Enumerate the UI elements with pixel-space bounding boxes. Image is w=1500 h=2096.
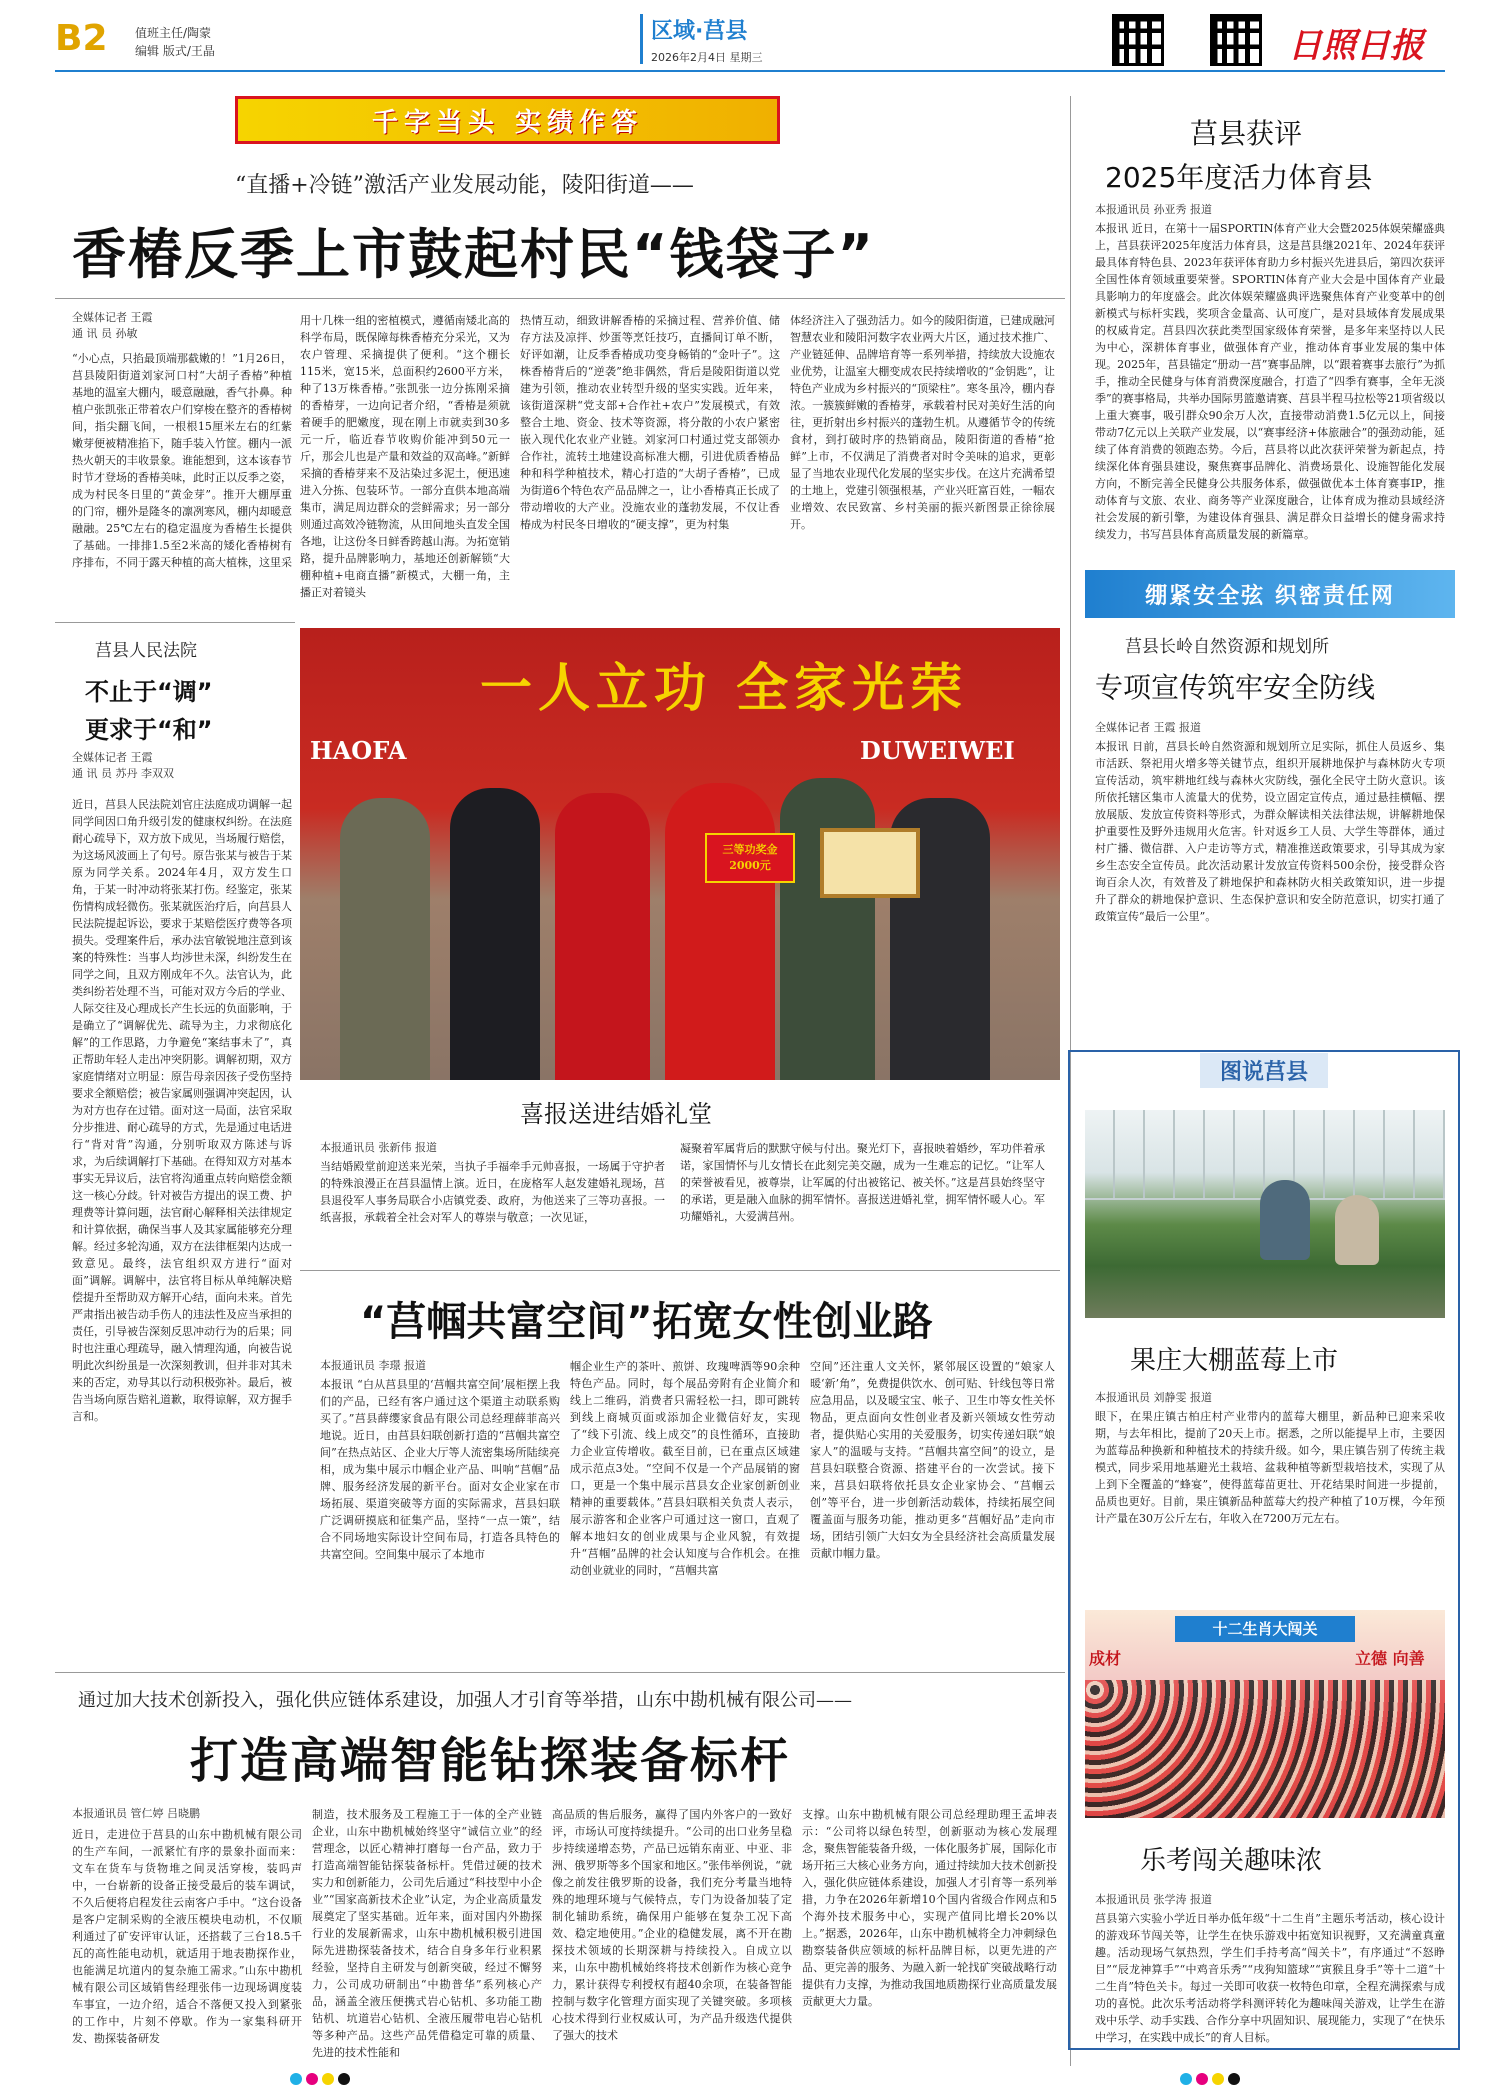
- color-dot: [1212, 2073, 1224, 2085]
- divider: [300, 1270, 1060, 1271]
- court-title: 更求于“和”: [85, 716, 213, 744]
- top-banner-text: 千字当头 实绩作答: [371, 107, 644, 138]
- wedding-body-col2: 凝聚着军属背后的默默守候与付出。聚光灯下，喜报映着婚纱，军功伴着承诺，家国情怀与儿女情长在此刻完美交融，成为一生难忘的记忆。“让军人的荣誉被看见，被尊崇，让军属的付出被铭记、被关怀。”这是莒县始终坚守的承诺，更是融入血脉的拥军情怀。喜报送进婚礼堂，拥军情怀暖人心。军功耀婚礼，大爱满莒州。: [680, 1142, 1045, 1223]
- divider: [55, 298, 1065, 299]
- sports-byline: 本报通讯员 孙亚秀 报道: [1095, 203, 1212, 216]
- women-body-col1: 本报讯 “白从莒县里的‘莒帼共富空间’展柜摆上我们的产品，已经有客户通过这个渠道主动联系购买了。”莒县薛缨家食品有限公司总经理薛菲高兴地说。近日，由莒县妇联创新打造的“莒帼共富空间”在热点站区、企业大厅等人流密集场所陆续亮相，成为集中展示巾帼企业产品、叫响“莒帼”品牌、服务经济发展的新平台。面对女企业家在市场拓展、渠道突破等方面的实际需求，莒县妇联广泛调研摸底和征集产品，坚持“一点一策”，结合不同场地实际设计空间布局，打造各具特色的共富空间。空间集中展示了本地市: [320, 1378, 560, 1561]
- drill-body-col4: 支撑。山东中勘机械有限公司总经理助理王孟坤表示：“公司将以绿色转型，创新驱动为核心发展理念，聚焦智能装备升级，一体化服务扩展，国际化市场开拓三大核心业务方向，通过持续加大技术创新投入，强化供应链体系建设，加强人才引育等一系列举措，力争在2026年新增10个国内省级合作网点和5个海外技术服务中心，实现产值同比增长20%以上。”据悉，2026年，山东中勘机械将全力冲刺绿色勘察装备供应领域的标杆品牌目标，以更先进的产品、更完善的服务、为融入新一轮找矿突破战略行动提供有力支撑，为推动我国地质勘探行业高质量发展贡献更大力量。: [802, 1808, 1057, 2008]
- women-headline: “莒帼共富空间”拓宽女性创业路: [360, 1299, 933, 1345]
- farmer-figure: [1260, 1180, 1310, 1260]
- main-body-col2: 用十几株一组的密植模式，遵循南矮北高的科学布局，既保障每株香椿充分采光，又为农户管理、采摘提供了便利。“这个棚长115米，宽15米，总面积约2600平方米，种了13万株香椿。”张凯张一边分拣刚采摘的香椿芽，一边向记者介绍，“香椿是须就着硬手的肥嫩度，现在刚上市就卖到30多元一斤，临近春节收购价能冲到50元一斤，那会儿也是产量和效益的双高峰。”新鲜采摘的香椿芽来不及沾染过多泥土，便迅速进入分拣、包装环节。一部分直供本地高端集市，满足周边群众的尝鲜需求；另一部分则通过高效冷链物流，从田间地头直发全国各地，让这份冬日鲜香跨越山海。为拓宽销路，提升品牌影响力，基地还创新解锁“大棚种植+电商直播”新模式，大棚一角，主播正对着镜头: [300, 314, 510, 599]
- exam-byline: 本报通讯员 张学涛 报道: [1095, 1893, 1212, 1906]
- photo-left-name: HAOFA: [310, 736, 407, 765]
- color-dot: [290, 2073, 302, 2085]
- sports-title: 2025年度活力体育县: [1105, 161, 1373, 194]
- stage-slogan-right: 立德 向善: [1355, 1649, 1425, 1668]
- blueberry-byline: 本报通讯员 刘静雯 报道: [1095, 1391, 1212, 1404]
- photo-right-name: DUWEIWEI: [860, 736, 1015, 765]
- main-body-col3: 热情互动，细致讲解香椿的采摘过程、营养价值、储存方法及凉拌、炒蛋等烹饪技巧，直播间订单不断，好评如潮，让反季香椿成功变身畅销的“金叶子”。这株香椿背后的“逆袭”绝非偶然，背后是陵阳街道以党建为引领，推动农业转型升级的坚实实践。近年来，该街道深耕“党支部+合作社+农户”发展模式，有效整合土地、资金、技术等资源，将分散的小农户紧密嵌入现代化农业产业链。刘家河口村通过党支部领办合作社，流转土地建设高标准大棚，引进优质香椿品种和科学种植技术，精心打造的“大胡子香椿”，已成为街道6个特色农产品品牌之一，让小香椿真正长成了带动增收的大产业。没施农业的蓬勃发展，不仅让香椿成为村民冬日增收的“硬支撑”，更为村集: [520, 314, 780, 531]
- wedding-byline: 本报通讯员 张新伟 报道: [320, 1141, 437, 1154]
- editor-line: 编辑 版式/王晶: [135, 44, 215, 58]
- person-figure: [340, 798, 430, 1080]
- photo-feature-title: 图说莒县: [1200, 1053, 1328, 1088]
- groom-figure: [780, 778, 875, 1080]
- resources-kicker: 莒县长岭自然资源和规划所: [1125, 637, 1329, 657]
- bonus-plaque: 三等功奖金 2000元: [705, 833, 795, 883]
- masthead-rule: [55, 70, 1445, 72]
- blueberry-greenhouse-photo: [1085, 1110, 1445, 1318]
- exam-body: 莒县第六实验小学近日举办低年级“十二生肖”主题乐考活动，核心设计的游戏环节闯关等，让学生在快乐游戏中拓宽知识视野，又充满童真童趣。活动现场气氛热烈，学生们手持考高“闯关卡”，有序通过“不怒睁目”“辰龙神算手”“中鸡音乐秀”“戌狗知篮球”“寅猴且身手”等十二道“十二生肖”特色关卡。每过一关即可收获一枚特色印章，全程充满探索与成功的喜悦。此次乐考活动将学科测评转化为趣味闯关游戏，让学生在游戏中乐学、动手实践、合作分享中巩固知识、展现能力，实现了“在快乐中学习，在实践中成长”的育人目标。: [1095, 1912, 1445, 2044]
- women-body-col2: 帼企业生产的茶叶、煎饼、玫瑰啤酒等90余种特色产品。同时，每个展品旁附有企业简介和线上二维码，消费者只需轻松一扫，即可跳转到线上商城页面或添加企业微信好友，实现了“线下引流、线上成交”的良性循环，直接助力企业宣传增收。截至目前，已在重点区域建成示范点3处。“空间不仅是一个产品展销的窗口，更是一个集中展示莒县女企业家创新创业精神的重要载体。”莒县妇联相关负责人表示，展示游客和企业客户可通过这一窗口，直观了解本地妇女的创业成果与企业风貌，有效提升“莒帼”品牌的社会认知度与合作机会。在推动创业就业的同时，“莒帼共富: [570, 1360, 800, 1577]
- photo-banner-text: 一人立功 全家光荣: [480, 659, 969, 719]
- color-dot: [1196, 2073, 1208, 2085]
- issue-date: 2026年2月4日 星期三: [651, 51, 763, 64]
- photo-feature-header: [1068, 1050, 1460, 1090]
- safety-banner: [1085, 570, 1455, 618]
- qr-code-icon: [1210, 14, 1262, 66]
- wedding-body-col1: 当结婚殿堂前迎送来光荣，当执子手福牵手元帅喜报，一场属于守护者的特殊浪漫正在莒县温情上演。近日，在庞格军人赵发建婚礼现场，莒县退役军人事务局联合小店镇党委、政府，为他送来了三等功喜报。一纸喜报，承载着全社会对军人的尊崇与敬意；一次见证，: [320, 1160, 665, 1224]
- qr-code-icon: [1112, 14, 1164, 66]
- reporter: 全媒体记者 王霞: [72, 751, 153, 764]
- main-body-col4: 体经济注入了强劲活力。如今的陵阳街道，已建成融河智慧农业和陵阳河数字农业两大片区，通过技术推广、产业链延伸、品牌培育等一系列举措，持续放大设施农业优势，让温室大棚变成农民持续增收的“金钥匙”，让特色产业成为乡村振兴的“顶梁柱”。寒冬虽冷，棚内春浓。一簇簇鲜嫩的香椿芽，承载着村民对美好生活的向往，更折射出乡村振兴的蓬勃生机。从遵循节令的传统食材，到打破时序的热销商品，陵阳街道的香椿“抢鲜”上市，不仅满足了消费者对时令美味的追求，更彰显了当地农业现代化发展的坚实步伐。在这片充满希望的土地上，党建引领强根基，产业兴旺富百姓，一幅农业增效、农民致富、乡村美丽的振兴新图景正徐徐展开。: [790, 314, 1055, 531]
- page-number: B2: [55, 18, 108, 59]
- farmer-figure: [1335, 1195, 1379, 1265]
- drill-kicker: 通过加大技术创新投入，强化供应链体系建设，加强人才引育等举措，山东中勘机械有限公司——: [78, 1690, 852, 1711]
- resources-body: 本报讯 日前，莒县长岭自然资源和规划所立足实际，抓住人员返乡、集市活跃、祭祀用火增多等关键节点，组织开展耕地保护与森林防火专项宣传活动，筑牢耕地红线与森林火灾防线，强化全民守土防火意识。该所依托辖区集市人流量大的优势，设立固定宣传点，通过悬挂横幅、摆放展版、发放宣传资料等形式，为群众解读相关法律法规，讲解耕地保护重要性及野外违规用火危害。针对返乡工人员、大学生等群体，通过村广播、微信群、入户走访等方式，精准推送政策要求，引导其成为家乡生态安全宣传员。此次活动累计发放宣传资料500余份，接受群众咨询百余人次，有效普及了耕地保护和森林防火相关政策知识，进一步提升了群众的耕地保护意识、生态保护意识和安全防范意识，切实打通了政策宣传“最后一公里”。: [1095, 740, 1445, 923]
- drill-body-col1: 近日，走进位于莒县的山东中勘机械有限公司的生产车间，一派紧忙有序的景象扑面而来：文车在货车与货物堆之间灵活穿梭，装吗声中，一台崭新的设备正接受最后的装车调试，不久后便将启程发往云南客户手中。“这台设备是客户定制采购的全液压模块电动机，不仅顺利通过了矿安评审认证，还搭载了三台18.5千瓦的高性能电动机，就适用于地表勘探作业，也能满足坑道内的复杂施工需求。”山东中勘机械有限公司区域销售经理张伟一边现场调度装车事宜，一边介绍，适合不落便又投入到紧张的工作中，片刻不停歇。作为一家集科研开发、勘探装备研发: [72, 1828, 302, 2045]
- court-title: 不止于“调”: [85, 678, 213, 706]
- resources-title: 专项宣传筑牢安全防线: [1095, 671, 1376, 704]
- color-dot: [1180, 2073, 1192, 2085]
- color-dot: [338, 2073, 350, 2085]
- color-dot: [306, 2073, 318, 2085]
- top-banner: [235, 96, 780, 144]
- section-title: 区域·莒县: [651, 19, 748, 44]
- main-headline: 香椿反季上市鼓起村民“钱袋子”: [72, 223, 875, 286]
- blueberry-body: 眼下，在果庄镇古柏庄村产业带内的蓝莓大棚里，新品种已迎来采收期，与去年相比，提前了20天上市。据悉，之所以能提早上市，主要因为蓝莓品种换新和种植技术的持续升级。如今，果庄镇告别了传统主栽模式，同步采用地基避光土栽培、盆栽种植等新型栽培技术，实现了从上到下全覆盖的“蜂宴”，使得蓝莓苗更壮、开花结果时间进一步提前，品质也更好。目前，果庄镇新品种蓝莓大约投产种植了10万棵，今年预计产量在30万公斤左右，年收入在7200万元左右。: [1095, 1410, 1445, 1525]
- stage-banner: 十二生肖大闯关: [1175, 1616, 1355, 1642]
- print-color-marks: [1180, 2070, 1244, 2089]
- reporter: 全媒体记者 王霞: [72, 311, 153, 324]
- section-box: [640, 14, 820, 64]
- correspondent: 通 讯 员 孙敏: [72, 327, 138, 340]
- drill-headline: 打造高端智能钻探装备标杆: [190, 1733, 791, 1789]
- correspondent: 通 讯 员 苏丹 李双双: [72, 767, 174, 780]
- court-kicker: 莒县人民法院: [95, 641, 197, 661]
- paper-logo: 日照日报: [1288, 26, 1424, 66]
- blueberry-title: 果庄大棚蓝莓上市: [1130, 1346, 1339, 1376]
- drill-byline: 本报通讯员 管仁婷 吕晓鹏: [72, 1807, 200, 1820]
- greenhouse-arch: [1085, 1110, 1445, 1200]
- main-kicker: “直播+冷链”激活产业发展动能，陵阳街道——: [235, 173, 694, 198]
- masthead: [0, 0, 1500, 80]
- school-exam-photo: [1085, 1610, 1445, 1818]
- stage-slogan-left: 成材: [1089, 1649, 1122, 1668]
- print-color-marks: [290, 2070, 354, 2089]
- wedding-photo: [300, 628, 1060, 1080]
- students-crowd: [1085, 1680, 1445, 1818]
- main-byline: [72, 310, 292, 342]
- color-dot: [1228, 2073, 1240, 2085]
- divider: [55, 1672, 1065, 1673]
- main-body-col1: “小心点，只掐最顶端那截嫩的！”1月26日，莒县陵阳街道刘家河口村“大胡子香椿”种植基地的温室大棚内，暖意融融，香气扑鼻。种植户张凯张正带着农户们穿梭在整齐的香椿树间，指尖翻飞间，一根根15厘米左右的红紫嫩芽便被精准掐下，随手装入竹筐。棚内一派热火朝天的丰收景象。谁能想到，这本该春节时节才登场的香椿美味，此时正以反季之姿，成为村民冬日里的“黄金芽”。推开大棚厚重的门帘，棚外是隆冬的凛冽寒风，棚内却暖意融融。25℃左右的稳定温度为香椿生长提供了基础。一排排1.5至2米高的矮化香椿树有序排布，不同于露天种植的高大植株，这里采: [72, 352, 292, 569]
- drill-body-col2: 制造，技术服务及工程施工于一体的全产业链企业，山东中勘机械始终坚守“诚信立业”的经营理念，以匠心精神打磨每一台产品，致力于打造高端智能钻探装备标杆。凭借过硬的技术实力和创新能力，公司先后通过“科技型中小企业”“国家高新技术企业”认定，为企业高质量发展奠定了坚实基础。近年来，面对国内外勘探行业的发展新需求，山东中勘机械积极引进国际先进勘探装备技术，结合自身多年行业积累经验，坚持自主研发与创新突破，经过不懈努力，公司成功研制出“中勘普华”系列核心产品，涵盖全液压便携式岩心钻机、多功能工勘钻机、坑道岩心钻机、全液压履带电岩心钻机等多种产品。这些产品凭借稳定可靠的质量、先进的技术性能和: [312, 1808, 542, 2059]
- certificate: [820, 828, 920, 898]
- court-byline: [72, 750, 292, 782]
- women-byline: 本报通讯员 李璟 报道: [320, 1359, 426, 1372]
- editor-line: 值班主任/陶蒙: [135, 26, 212, 40]
- color-dot: [322, 2073, 334, 2085]
- resources-byline: 全媒体记者 王霞 报道: [1095, 721, 1201, 734]
- person-figure: [555, 793, 650, 1080]
- sports-title: 莒县获评: [1190, 117, 1303, 150]
- drill-body-col3: 高品质的售后服务，赢得了国内外客户的一致好评，市场认可度持续提升。“公司的出口业务呈稳步持续递增态势，产品已远销东南亚、中亚、非洲、俄罗斯等多个国家和地区。”张伟举例说，“就像之前发往俄罗斯的设备，我们充分考量当地特殊的地理环境与气候特点，专门为设备加装了定制化辅助系统，确保用户能够在复杂工况下高效、稳定地使用。”企业的稳健发展，离不开在勘探技术领域的长期深耕与持续投入。自成立以来，山东中勘机械始终将技术创新作为核心竞争力，累计获得专利授权有超40余项，在装备智能控制与数字化管理方面实现了关键突破。多项核心技术得到行业权威认可，为产品升级迭代提供了强大的技术: [552, 1808, 792, 2042]
- safety-banner-text: 绷紧安全弦 织密责任网: [1145, 583, 1395, 609]
- bride-figure: [665, 783, 775, 1080]
- wedding-caption-title: 喜报送进结婚礼堂: [520, 1100, 712, 1128]
- divider: [55, 622, 295, 623]
- women-body-col3: 空间”还注重人文关怀，紧邻展区设置的“娘家人暖‘新’角”，免费提供饮水、创可贴、针线包等日常应急用品，以及暖宝宝、帐子、卫生巾等女性关怀物品，更点面向女性创业者及新兴领域女性劳动者，提供贴心实用的关爱服务，切实传递妇联“娘家人”的温暖与支持。“莒帼共富空间”的设立，是莒县妇联整合资源、搭建平台的一次尝试。接下来，莒县妇联将依托县女企业家协会、“莒帼云创”等平台，进一步创新活动载体，持续拓展空间覆盖面与服务功能，推动更多“莒帼好品”走向市场，团结引领广大妇女为全县经济社会高质量发展贡献巾帼力量。: [810, 1360, 1055, 1560]
- person-figure: [450, 788, 540, 1080]
- sports-body: 本报讯 近日，在第十一届SPORTIN体育产业大会暨2025体娱荣耀盛典上，莒县获评2025年度活力体育县，这是莒县继2021年、2024年获评最具体育特色县、2023年获评体育助力乡村振兴先进县后，第四次获评全国性体育领域重要荣誉。SPORTIN体育产业大会是中国体育产业最具影响力的年度盛会。此次体娱荣耀盛典评选聚焦体育产业变革中的创新模式与标杆实践，奖项含金量高、认可度广，是对县域体育发展成果的权威肯定。莒县四次获此类型国家级体育荣誉，是多年来坚持以人民为中心，深耕体育事业，做强体育产业，推动体育事业发展的集中体现。2025年，莒县锚定“册动一莒”赛事品牌，以“跟着赛事去旅行”为抓手，推动全民健身与体育消费深度融合，打造了“四季有赛事，全年无淡季”的赛事格局，共举办国际男篮邀请赛、莒县半程马拉松等21项省级以上重大赛事，吸引群众90余万人次，直接带动消费1.5亿元以上，间接带动7亿元以上关联产业发展，以“赛事经济+体旅融合”的强劲动能，延续了体育消费的领跑态势。今后，莒县将以此次获评荣誉为新起点，持续深化体育强县建设，聚焦赛事品牌化、消费场景化、设施智能化发展方向，不断完善全民健身公共服务体系，做强做优本土体育赛事IP，推动体育与文旅、农业、商务等产业深度融合，让体育成为推动县域经济社会发展的新引擎，为建设体育强县、满足群众日益增长的健身需求持续发力，书写莒县体育高质量发展的新篇章。: [1095, 222, 1445, 541]
- exam-title: 乐考闯关趣味浓: [1140, 1846, 1323, 1876]
- court-body: 近日，莒县人民法院刘官庄法庭成功调解一起同学间因口角升级引发的健康权纠纷。在法庭耐心疏导下，双方放下成见，当场履行赔偿，为这场风波画上了句号。原告张某与被告于某原为同学关系。2024年4月，双方发生口角，于某一时冲动将张某打伤。经鉴定，张某伤情构成轻微伤。张某就医治疗后，向莒县人民法院提起诉讼，要求于某赔偿医疗费等各项损失。受理案件后，承办法官敏锐地注意到该案的特殊性：当事人均涉世未深，纠纷发生在同学之间，且双方刚成年不久。法官认为，此类纠纷若处理不当，可能对双方今后的学业、人际交往及心理成长产生长远的负面影响，于是确立了“调解优先、疏导为主，力求彻底化解”的工作思路，力争避免“案结事未了”，真正帮助年轻人走出冲突阴影。调解初期，双方家庭情绪对立明显：原告母亲因孩子受伤坚持要求全额赔偿；被告家属则强调冲突起因，认为对方也存在过错。面对这一局面，法官采取分步推进、耐心疏导的方式，先是通过电话进行“背对背”沟通，分别听取双方陈述与诉求，为后续调解打下基础。在得知双方对基本事实无异议后，法官将沟通重点转向赔偿金额这一核心分歧。针对被告方提出的误工费、护理费等计算问题，法官耐心解释相关法律规定和计算依据，确保当事人及其家属能够充分理解。经过多轮沟通，双方在法律框架内达成一致意见。最终，法官组织双方进行“面对面”调解。调解中，法官将目标从单纯解决赔偿提升至帮助双方解开心结，面向未来。首先严肃指出被告动手伤人的违法性及应当承担的责任，引导被告深刻反思冲动行为的后果；同时也注重心理疏导，融入情理沟通，向被告说明此次纠纷虽是一次深刻教训，但并非对其未来的否定，劝导其以行动积极弥补。最后，被告当场向原告赔礼道歉，取得谅解，双方握手言和。: [72, 798, 292, 1423]
